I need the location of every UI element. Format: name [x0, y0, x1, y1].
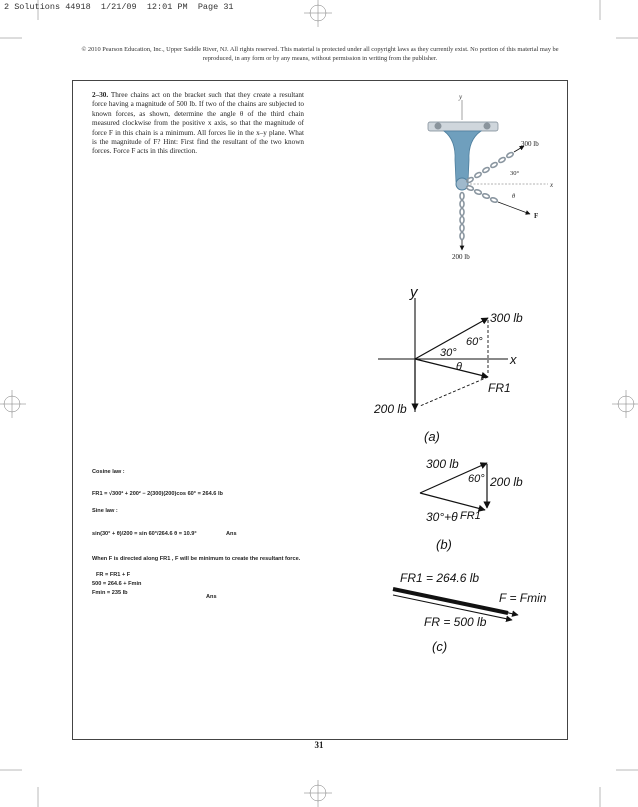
problem-number: 2–30.: [92, 91, 109, 99]
sketch-c-label-fmin: F = Fmin: [499, 591, 547, 605]
fig-label-theta: θ: [512, 193, 516, 200]
sketch-c-fr1-bar: [393, 589, 508, 613]
equation-500: 500 = 264.6 + Fmin: [92, 581, 142, 587]
sine-law-equation: sin(30° + θ)/200 = sin 60°/264.6 θ = 10.9°: [92, 531, 197, 537]
sketch-c: [393, 571, 547, 654]
sine-law-label: Sine law :: [92, 508, 118, 514]
sketch-b-label-200: 200 lb: [490, 475, 523, 489]
sketch-b-label-fr1: FR1: [460, 510, 481, 522]
sketch-c-label-fr1: FR1 = 264.6 lb: [400, 571, 480, 585]
problem-text: Three chains act on the bracket such that they create a resultant force having a magnitude of 500 lb. If two of the chains are subjected to known forces, as shown, determine the angle θ of the third chain measured clockwise from the positive x axis, so that the magnitude of force F in this chain is a minimum. All forces lie in the x–y plane. What is the magnitude of F? Hint: First find the resultant of the two known forces. Force F acts in this direction.: [92, 91, 305, 156]
page-number: 31: [314, 740, 324, 750]
fig-label-200: 200 lb: [452, 253, 470, 261]
fig-label-30: 30°: [510, 170, 520, 177]
sketch-a-label-30: 30°: [440, 347, 457, 359]
sketch-b-label-angle: 30°+θ: [426, 510, 458, 524]
chain-300: [466, 152, 514, 184]
minimum-note: When F is directed along FR1 , F will be minimum to create the resultant force.: [92, 556, 301, 562]
sketch-b: [420, 457, 523, 552]
print-header: 2 Solutions 44918 1/21/09 12:01 PM Page 31: [4, 2, 234, 12]
fig-label-f: F: [534, 212, 539, 220]
sketch-a-caption: (a): [424, 429, 440, 444]
bolt-left: [435, 123, 442, 130]
sketch-a-label-300: 300 lb: [490, 311, 523, 325]
sketch-b-caption: (b): [436, 537, 452, 552]
sketch-a-label-200: 200 lb: [374, 402, 407, 416]
bracket-figure: [428, 93, 554, 261]
fig-y-label: y: [459, 93, 463, 101]
sketch-a-dashed-diagonal: [420, 377, 488, 406]
cosine-law-equation: FR1 = √300² + 200² − 2(300)(200)cos 60° = 264.6 lb: [92, 491, 223, 497]
sketch-c-caption: (c): [432, 639, 448, 654]
copyright-notice: © 2010 Pearson Education, Inc., Upper Saddle River, NJ. All rights reserved. This material is protected under all copyright laws as they currently exist. No portion of this material may be reproduced, in any form or by any means, without permission in writing from the publisher.: [81, 46, 559, 62]
sketch-c-label-fr: FR = 500 lb: [424, 615, 487, 629]
sketch-a-label-60: 60°: [466, 336, 483, 348]
equation-fr-sum: FR = FR1 + F: [96, 572, 131, 578]
sketch-b-label-60: 60°: [468, 473, 485, 485]
fig-x-label: x: [550, 181, 554, 189]
sketch-b-label-300: 300 lb: [426, 457, 459, 471]
sketch-a-label-fr1: FR1: [488, 381, 511, 395]
sketch-a: [373, 284, 523, 444]
arrow-f: [498, 202, 530, 214]
sketch-a-y-label: y: [410, 284, 418, 301]
sketch-a-label-theta: θ: [456, 361, 462, 373]
sketch-a-fr1-vector: [415, 359, 488, 377]
fig-label-300: 300 lb: [521, 140, 539, 148]
bolt-right: [484, 123, 491, 130]
chain-f: [466, 185, 498, 203]
cosine-law-label: Cosine law :: [92, 469, 125, 475]
sketch-b-fr1-vector: [420, 493, 485, 510]
chain-200: [460, 193, 464, 240]
equation-fmin: Fmin = 235 lb: [92, 590, 128, 596]
sketch-a-x-label: x: [510, 352, 517, 367]
final-answer: Ans: [206, 594, 217, 600]
sine-law-answer: Ans: [226, 531, 237, 537]
